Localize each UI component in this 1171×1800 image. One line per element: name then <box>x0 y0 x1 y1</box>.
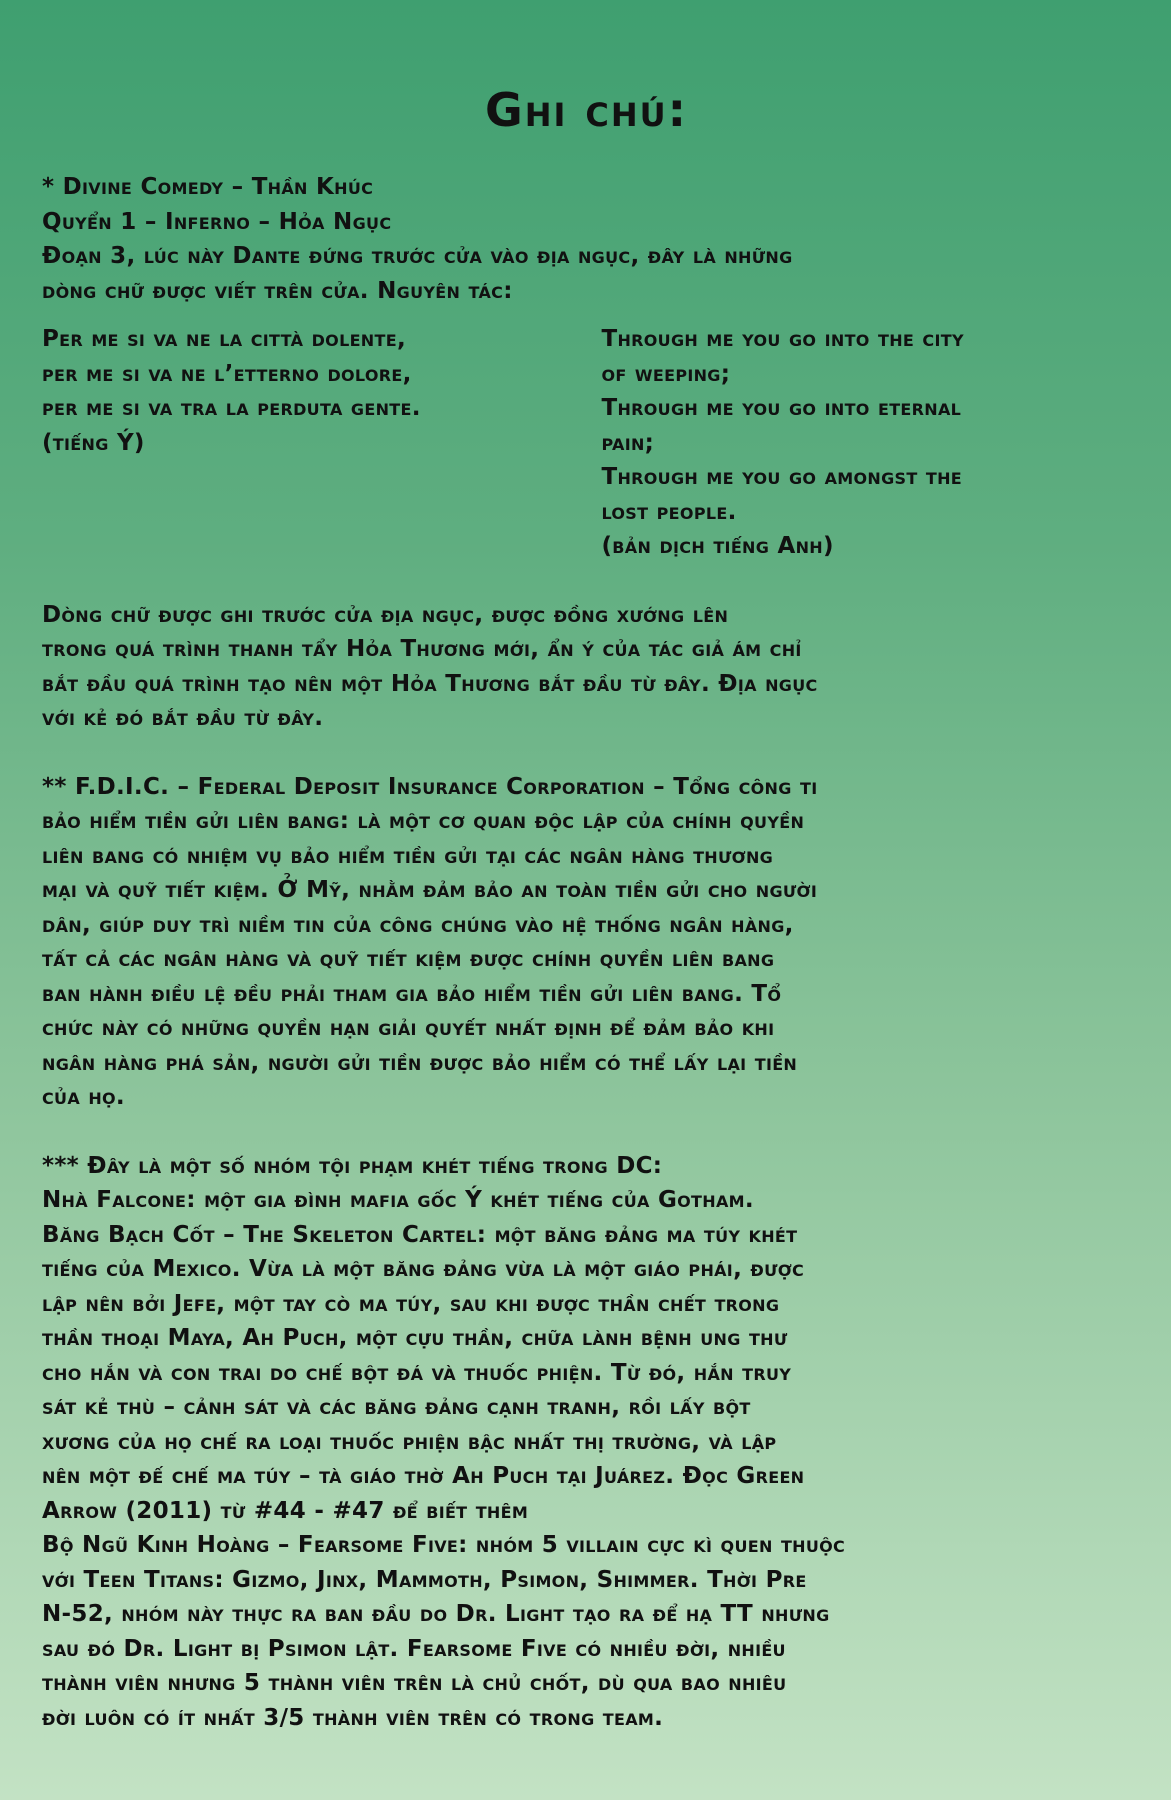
text-line: per me si va tra la perduta gente. <box>42 395 421 421</box>
text-line: ** F.D.I.C. – Federal Deposit Insurance Corporation – Tổng công ti <box>42 773 818 800</box>
page-title: Ghi chú: <box>484 83 689 137</box>
text-line: với kẻ đó bắt đầu từ đây. <box>42 705 324 731</box>
text-line: Bộ Ngũ Kinh Hoàng – Fearsome Five: nhóm 5 villain cực kì quen thuộc <box>42 1532 846 1558</box>
text-line: liên bang có nhiệm vụ bảo hiểm tiền gửi tại các ngân hàng thương <box>42 842 774 869</box>
text-line: với Teen Titans: Gizmo, Jinx, Mammoth, Psimon, Shimmer. Thời Pre <box>42 1566 807 1593</box>
text-line: lost people. <box>601 498 737 525</box>
spacer <box>42 736 1131 770</box>
text-line: chức này có những quyền hạn giải quyết nhất định để đảm bảo khi <box>42 1015 775 1041</box>
italian-original <box>42 322 601 564</box>
text-line: Through me you go amongst the <box>601 464 963 490</box>
spacer <box>42 1115 1131 1149</box>
text-line: Dòng chữ được ghi trước cửa địa ngục, được đồng xướng lên <box>42 601 729 628</box>
section-fdic <box>42 770 1131 1115</box>
text-line: Through me you go into eternal <box>601 395 962 421</box>
text-line: per me si va ne l’etterno dolore, <box>42 360 412 387</box>
section-dc-gangs <box>42 1149 1131 1736</box>
text-line: pain; <box>601 429 655 456</box>
text-line: thần thoại Maya, Ah Puch, một cựu thần, chữa lành bệnh ung thư <box>42 1325 788 1351</box>
text-line: (bản dịch tiếng Anh) <box>601 533 834 559</box>
text-line: nên một đế chế ma túy – tà giáo thờ Ah Puch tại Juárez. Đọc Green <box>42 1463 805 1489</box>
text-line: sau đó Dr. Light bị Psimon lật. Fearsome Five có nhiều đời, nhiều <box>42 1635 786 1662</box>
text-line: xương của họ chế ra loại thuốc phiện bậc nhất thị trường, và lập <box>42 1428 777 1455</box>
text-line: cho hắn và con trai do chế bột đá và thuốc phiện. Từ đó, hắn truy <box>42 1359 792 1386</box>
section-divine-comedy <box>42 170 1131 736</box>
text-line: N-52, nhóm này thực ra ban đầu do Dr. Light tạo ra để hạ TT nhưng <box>42 1601 830 1627</box>
text-line: dân, giúp duy trì niềm tin của công chúng vào hệ thống ngân hàng, <box>42 911 794 938</box>
text-line: lập nên bởi Jefe, một tay cò ma túy, sau khi được thần chết trong <box>42 1290 780 1317</box>
text-line: đời luôn có ít nhất 3/5 thành viên trên có trong team. <box>42 1704 664 1731</box>
text-line: (tiếng Ý) <box>42 429 145 456</box>
text-line: của họ. <box>42 1084 125 1110</box>
spacer <box>42 564 1131 598</box>
text-line: Đoạn 3, lúc này Dante đứng trước cửa vào địa ngục, đây là những <box>42 243 793 269</box>
text-line: Băng Bạch Cốt – The Skeleton Cartel: một băng đảng ma túy khét <box>42 1221 798 1248</box>
text-line: Per me si va ne la città dolente, <box>42 326 406 352</box>
text-line: sát kẻ thù – cảnh sát và các băng đảng cạnh tranh, rồi lấy bột <box>42 1394 751 1420</box>
text-line: Through me you go into the city <box>601 326 964 352</box>
english-translation <box>601 322 1131 564</box>
text-line: * Divine Comedy – Thần Khúc <box>42 174 374 200</box>
text-line: Quyển 1 – Inferno – Hỏa Ngục <box>42 208 392 235</box>
text-line: dòng chữ được viết trên cửa. Nguyên tác: <box>42 277 513 304</box>
text-line: *** Đây là một số nhóm tội phạm khét tiếng trong DC: <box>42 1152 663 1179</box>
text-line: trong quá trình thanh tẩy Hỏa Thương mới, ẩn ý của tác giả ám chỉ <box>42 636 802 662</box>
text-line: tất cả các ngân hàng và quỹ tiết kiệm được chính quyền liên bang <box>42 946 775 972</box>
text-line: bắt đầu quá trình tạo nên một Hỏa Thương bắt đầu từ đây. Địa ngục <box>42 670 818 697</box>
text-line: ban hành điều lệ đều phải tham gia bảo hiểm tiền gửi liên bang. Tổ <box>42 980 782 1007</box>
text-line: bảo hiểm tiền gửi liên bang: là một cơ quan độc lập của chính quyền <box>42 808 805 834</box>
text-line: Nhà Falcone: một gia đình mafia gốc Ý khét tiếng của Gotham. <box>42 1187 754 1213</box>
text-line: of weeping; <box>601 360 731 387</box>
text-line: tiếng của Mexico. Vừa là một băng đảng vừa là một giáo phái, được <box>42 1256 805 1282</box>
quote-columns <box>42 322 1131 564</box>
text-line: mại và quỹ tiết kiệm. Ở Mỹ, nhằm đảm bảo an toàn tiền gửi cho người <box>42 877 818 903</box>
text-line: ngân hàng phá sản, người gửi tiền được bảo hiểm có thể lấy lại tiền <box>42 1049 798 1076</box>
text-line: thành viên nhưng 5 thành viên trên là chủ chốt, dù qua bao nhiêu <box>42 1670 787 1696</box>
text-line: Arrow (2011) từ #44 - #47 để biết thêm <box>42 1497 529 1524</box>
